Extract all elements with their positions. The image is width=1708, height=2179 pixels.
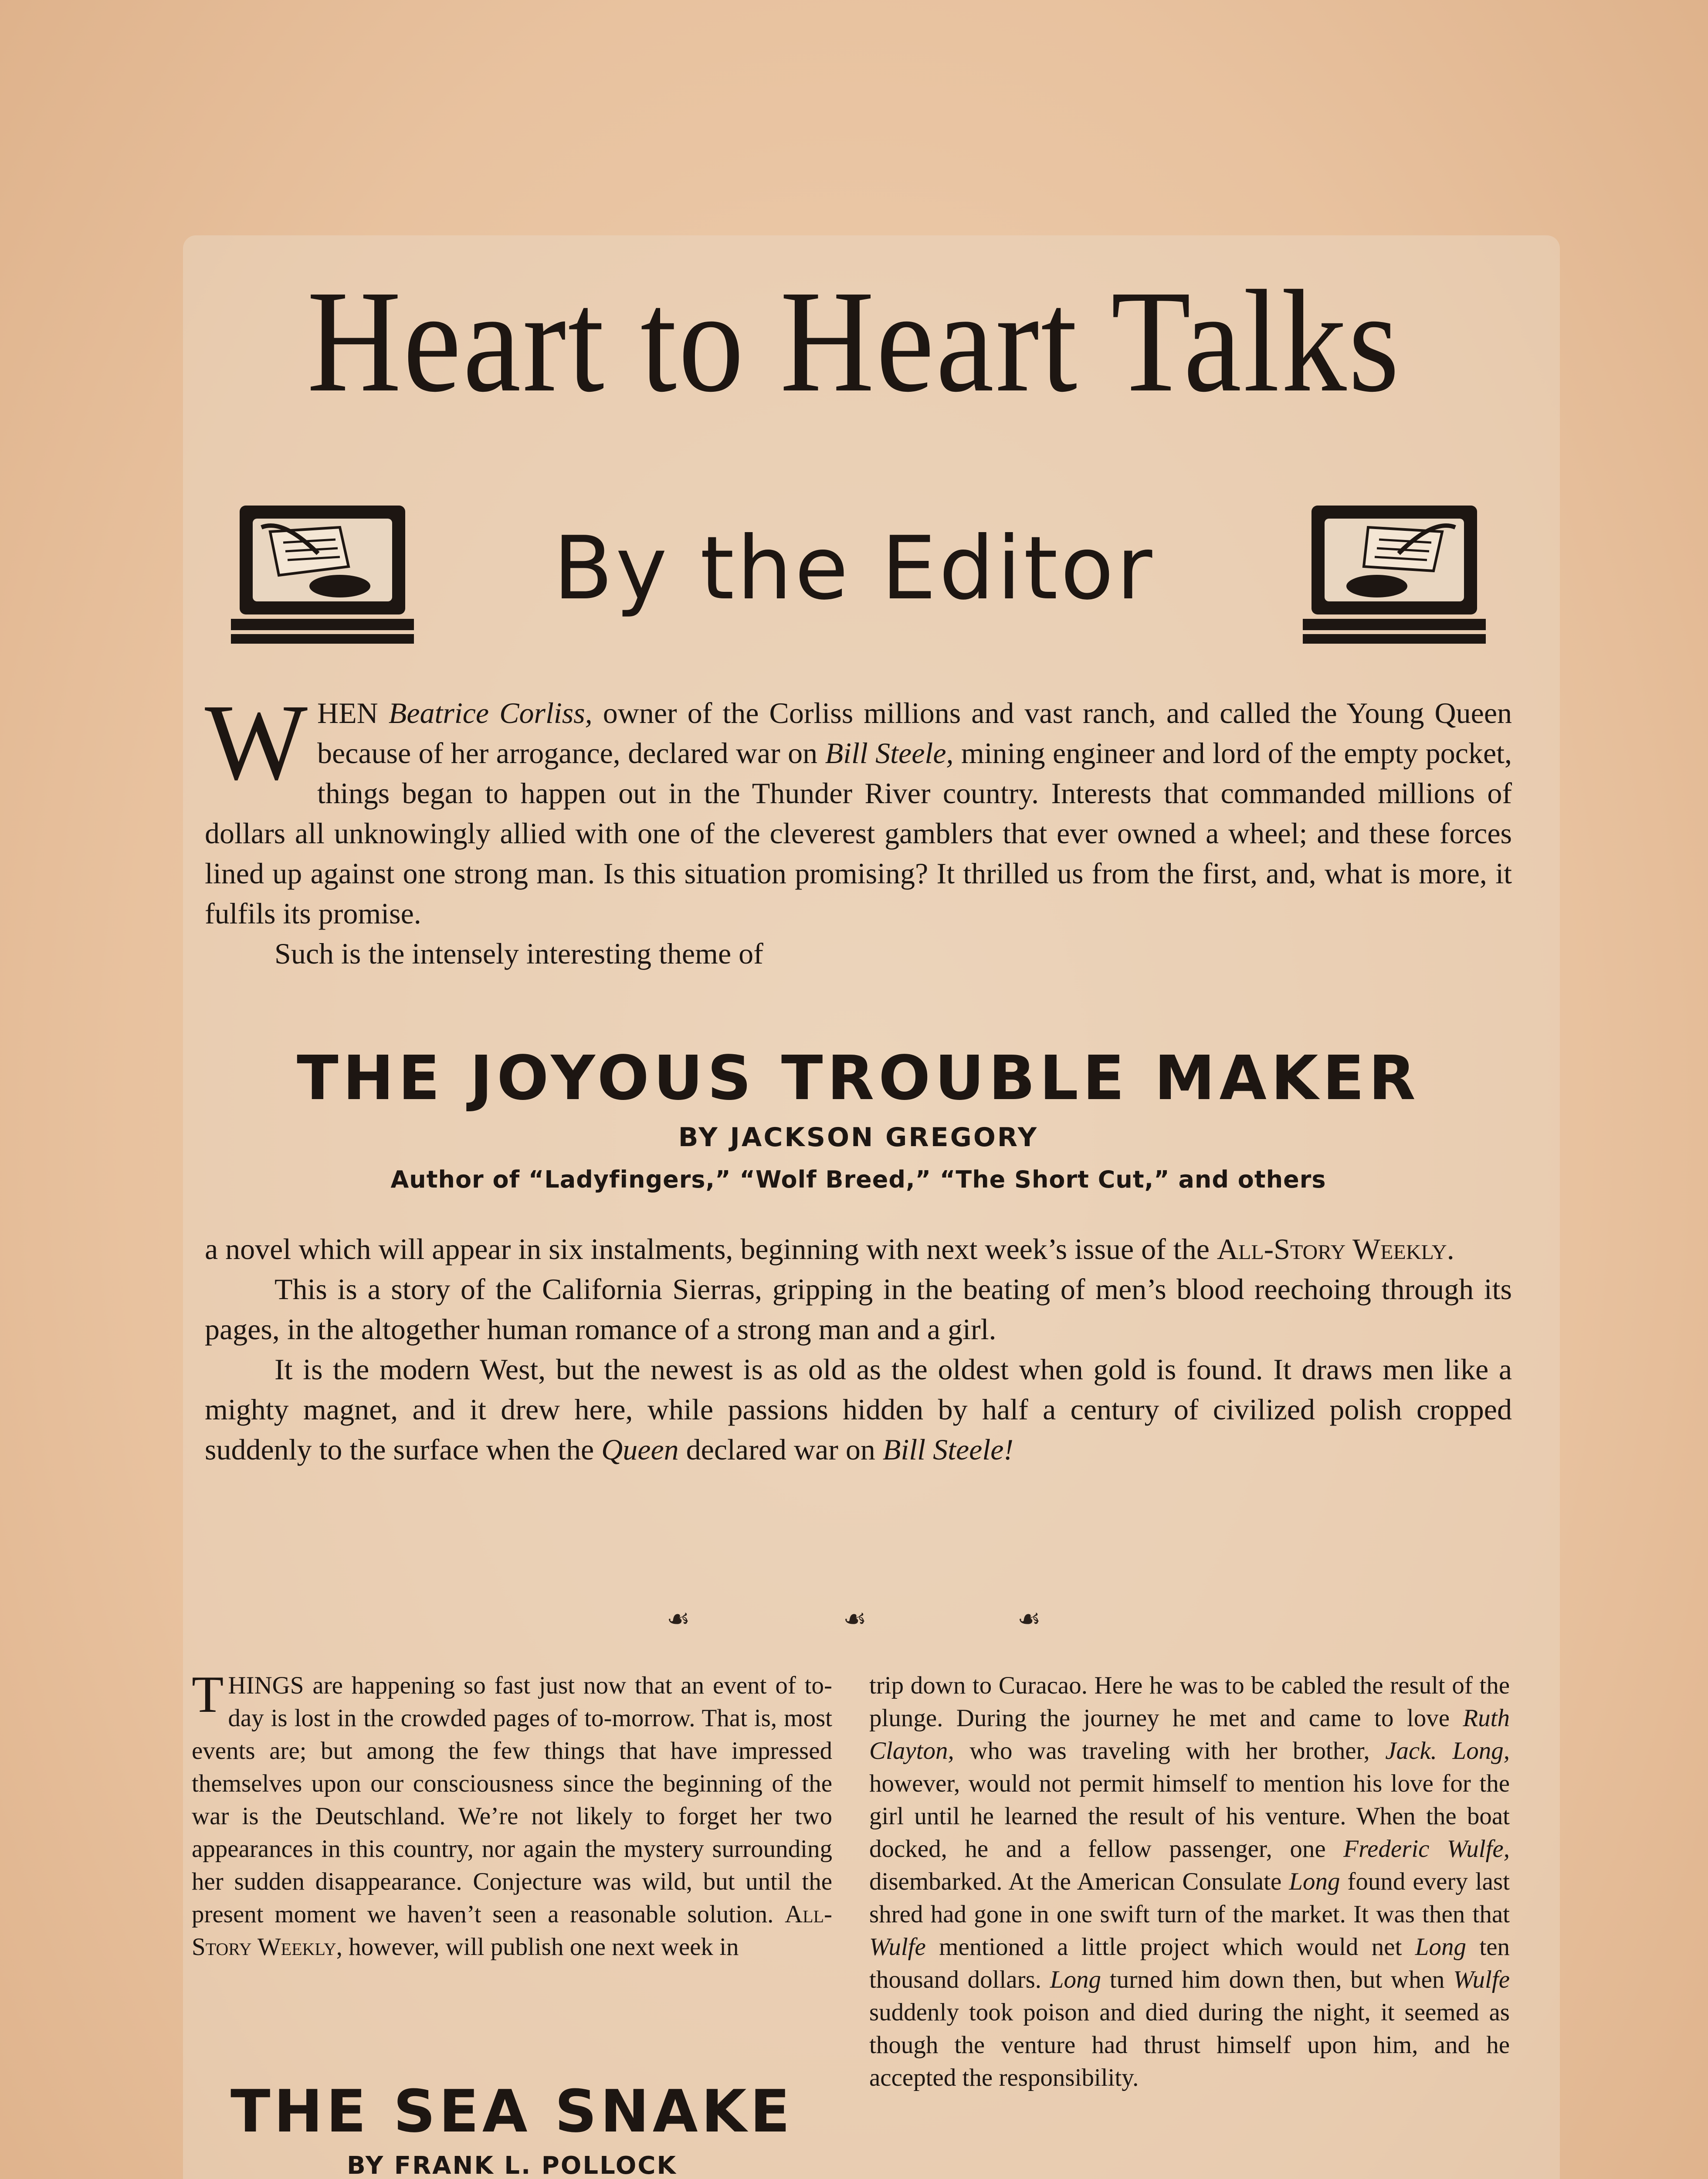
intro-segment <box>378 696 389 730</box>
intro-paragraph <box>205 682 1512 974</box>
magazine-name-2: All-Story Weekly, <box>192 1901 832 1961</box>
curacao-segment: Frederic Wulfe, <box>1343 1835 1510 1863</box>
left-column-initial: T <box>192 1665 224 1723</box>
curacao-segment: found every last shred had gone in one swift turn of the market. It was then that <box>869 1868 1510 1928</box>
ornament-3: ☙ <box>1017 1604 1041 1634</box>
intro-text <box>205 682 1512 930</box>
curacao-segment: Long <box>1415 1933 1466 1961</box>
intro-segment: Beatrice Corliss, <box>388 696 593 730</box>
intro-segment: mining engineer and lord of the empty pocket, things began to happen out in the Thunder River country. Interests that commanded millions of dollars all unknowingly allied with one of the cleverest gamblers that ever owned a wheel; and these forces lined up against one strong man. Is this situation promising? It thrilled us from the first, and, what is more, it fulfils its promise. <box>205 737 1512 930</box>
theme-line: Such is the intensely interesting theme of <box>274 937 763 970</box>
publish-next-week-text: however, will publish one next week in <box>342 1933 739 1961</box>
right-column <box>869 1669 1510 2094</box>
sea-snake-title: THE SEA SNAKE <box>230 2077 793 2145</box>
curacao-segment <box>1437 1737 1453 1765</box>
instalments-text: a novel which will appear in six instalments, beginning with next week’s issue of the <box>205 1232 1217 1266</box>
bill-steele-name: Bill Steele! <box>882 1433 1014 1466</box>
sea-snake-byline: BY FRANK L. POLLOCK <box>347 2152 677 2179</box>
ornament-1: ☙ <box>667 1604 690 1634</box>
deutschland-text: HINGS are happening so fast just now that an event of to-day is lost in the crowded pages of to-morrow. That is, most events are; but among the few things that have impressed themselves upon our consciousness since the beginning of the war is the Deutschland. We’re not likely to forget her two appearances in this country, nor again the mystery surrounding her sudden disappearance. Conjecture was wild, but until the present moment we haven’t seen a reasonable solution. <box>192 1672 832 1928</box>
intro-segment: owner of the Corliss millions and vast ranch, and called the Young Queen because of her arrogance, declared war on <box>317 696 1512 770</box>
curacao-segment: who was traveling with her brother, <box>954 1737 1386 1765</box>
masthead-subtitle: By the Editor <box>553 518 1155 619</box>
curacao-segment: Wulfe <box>1453 1966 1510 1993</box>
declared-war-text: declared war on <box>678 1433 883 1466</box>
masthead-title: Heart to Heart Talks <box>307 260 1401 422</box>
ornament-2: ☙ <box>843 1604 867 1634</box>
curacao-segment: Wulfe <box>869 1933 926 1961</box>
inkwell-quill-emblem-right <box>1303 501 1486 649</box>
inkwell-quill-emblem-left <box>231 501 414 649</box>
curacao-segment: Ruth Clayton, <box>869 1704 1510 1765</box>
curacao-paragraph <box>869 1669 1510 2094</box>
curacao-segment: Long <box>1289 1868 1340 1895</box>
intro-lead-word: HEN <box>317 696 378 730</box>
feature-title: THE JOYOUS TROUBLE MAKER <box>297 1043 1420 1114</box>
curacao-segment: suddenly took poison and died during the night, it seemed as though the venture had thrust himself upon him, and he accepted the responsibility. <box>869 1999 1510 2091</box>
feature-credits: Author of “Ladyfingers,” “Wolf Breed,” “The Short Cut,” and others <box>390 1166 1326 1193</box>
curacao-segment: turned him down then, but when <box>1101 1966 1454 1993</box>
curacao-segment: Long, <box>1452 1737 1510 1765</box>
curacao-segment: mentioned a little project which would net <box>925 1933 1415 1961</box>
curacao-segment: however, would not permit himself to mention his love for the girl until he learned the result of his venture. When the boat docked, he and a fellow passenger, one <box>869 1770 1510 1863</box>
intro-segment: Bill Steele, <box>825 737 954 770</box>
curacao-segment: ten thousand dollars. <box>869 1933 1510 1993</box>
sierras-paragraph: This is a story of the California Sierras, gripping in the beating of men’s blood reechoing through its pages, in the altogether human romance of a strong man and a girl. <box>205 1273 1512 1346</box>
feature-byline: BY JACKSON GREGORY <box>678 1122 1039 1153</box>
queen-name: Queen <box>601 1433 679 1466</box>
left-column <box>192 1665 832 1963</box>
feature-description <box>205 1229 1512 1470</box>
curacao-segment: Long <box>1050 1966 1101 1993</box>
modern-west-text: It is the modern West, but the newest is as old as the oldest when gold is found. It draws men like a mighty magnet, and it drew here, while passions hidden by half a century of civilized polish cropped suddenly to the surface when the <box>205 1353 1512 1466</box>
curacao-segment: disembarked. At the American Consulate <box>869 1868 1289 1895</box>
drop-cap-letter: W <box>205 682 308 803</box>
magazine-name: All-Story Weekly. <box>1217 1232 1454 1266</box>
curacao-segment: trip down to Curacao. Here he was to be cabled the result of the plunge. During the journey he met and came to love <box>869 1672 1510 1732</box>
curacao-segment: Jack. <box>1385 1737 1437 1765</box>
